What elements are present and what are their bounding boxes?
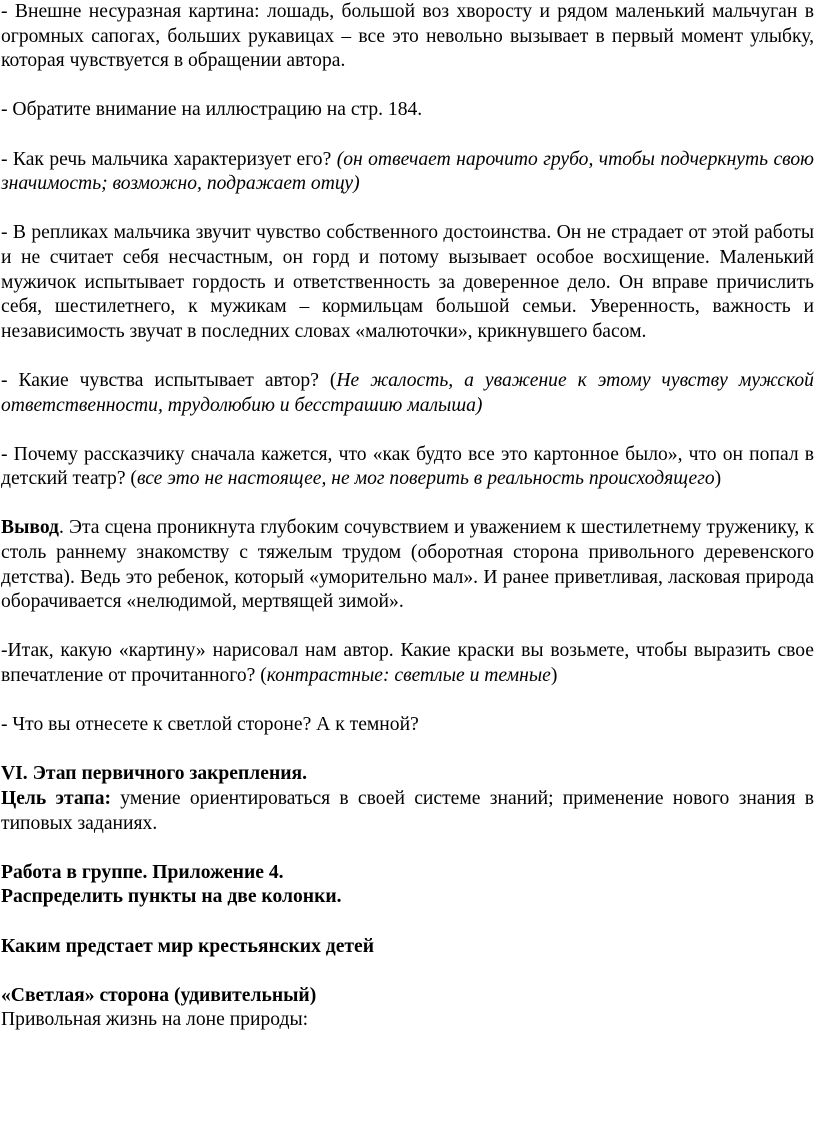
closing-paren: ) — [550, 665, 558, 687]
paragraph-colors-question — [1, 639, 814, 688]
paragraph-picture-description: - Внешне несуразная картина: лошадь, большой воз хворосту и рядом маленький мальчуган в огромных сапогах, больших рукавицах – все это невольно вызывает в первый момент улыбку, которая чувствуется в обращении автора. — [1, 1, 814, 72]
free-life-line: Привольная жизнь на лоне природы: — [1, 1009, 309, 1031]
conclusion-text: . Эта сцена проникнута глубоким сочувствием и уважением к шестилетнему труженику, к столь раннему знакомству с тяжелым трудом (оборотная сторона привольного деревенского детства). Ведь это ребенок, который «уморительно мал». И ранее приветливая, ласковая природа оборачивается «нелюдимой, мертвящей зимой». — [1, 517, 814, 613]
answer-text: Не жалость, а уважение к этому чувству мужской ответственности, трудолюбию и бесстрашию малыша) — [1, 369, 814, 416]
paragraph-light-dark-question: - Что вы отнесете к светлой стороне? А к темной? — [1, 714, 419, 736]
bright-side-heading: «Светлая» сторона (удивительный) — [1, 984, 317, 1006]
group-work-heading: Работа в группе. Приложение 4. — [1, 861, 284, 883]
question-text: - Как речь мальчика характеризует его? — [1, 148, 337, 170]
paragraph-illustration-note: - Обратите внимание на иллюстрацию на стр. 184. — [1, 99, 423, 121]
paragraph-speech-question — [1, 148, 814, 197]
paragraph-conclusion — [1, 516, 814, 614]
question-text: - Какие чувства испытывает автор? ( — [1, 369, 337, 391]
answer-text: (он отвечает нарочито грубо, чтобы подчеркнуть свою значимость; возможно, подражает отцу) — [1, 148, 814, 195]
answer-text: контрастные: светлые и темные — [266, 665, 551, 687]
answer-text: все это не настоящее, не мог поверить в реальность происходящего — [136, 468, 715, 490]
paragraph-theatre-question — [1, 443, 814, 492]
question-text: - Почему рассказчику сначала кажется, что «как будто все это картонное было», что он попал в детский театр? ( — [1, 443, 814, 490]
conclusion-label: Вывод — [1, 517, 59, 539]
paragraph-author-feelings — [1, 369, 814, 418]
closing-paren: ) — [714, 468, 722, 490]
goal-text: умение ориентироваться в своей системе знаний; применение нового знания в типовых заданиях. — [1, 788, 815, 834]
goal-label: Цель этапа: — [1, 788, 112, 809]
question-text: -Итак, какую «картину» нарисовал нам автор. Какие краски вы возьмете, чтобы выразить свое впечатление от прочитанного? ( — [1, 640, 814, 687]
distribute-instruction: Распределить пункты на две колонки. — [1, 886, 342, 908]
world-heading: Каким предстает мир крестьянских детей — [1, 935, 374, 957]
stage-goal — [1, 787, 814, 836]
stage-heading: VI. Этап первичного закрепления. — [1, 763, 308, 785]
paragraph-dignity: - В репликах мальчика звучит чувство собственного достоинства. Он не страдает от этой работы и не считает себя несчастным, он горд и потому вызывает особое восхищение. Маленький мужичок испытывает гордость и ответственность за доверенное дело. Он вправе причислить себя, шестилетнего, к мужикам – кормильцам большой семьи. Уверенность, важность и независимость звучат в последних словах «малюточки», крикнувшего басом. — [1, 222, 814, 342]
